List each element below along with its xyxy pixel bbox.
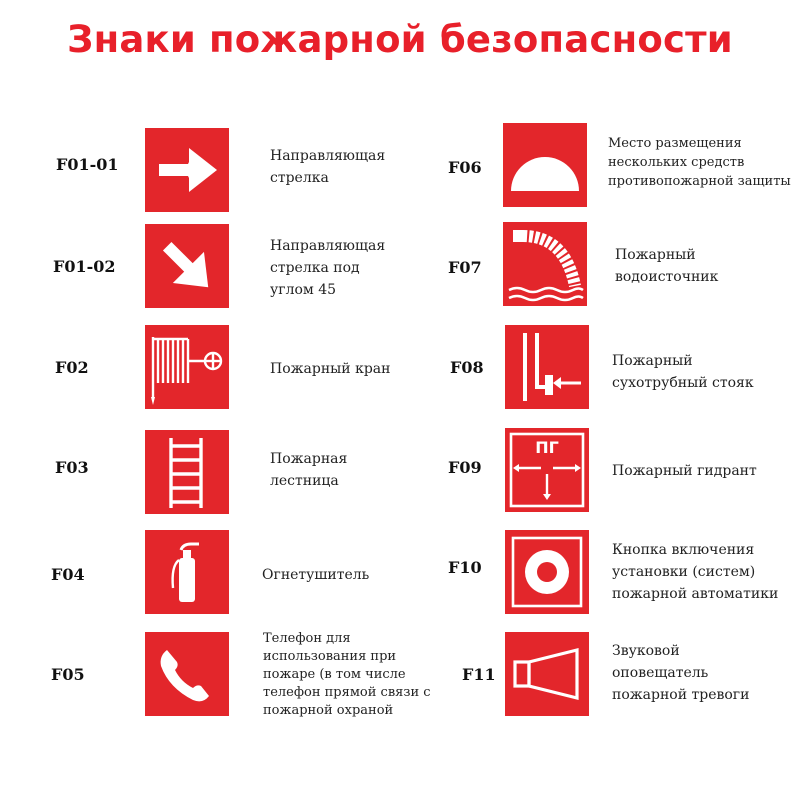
arrow-right-icon: [145, 128, 229, 212]
page-title: Знаки пожарной безопасности: [67, 18, 733, 61]
sign-code-f06: F06: [448, 158, 482, 177]
sign-description-f05: Телефон для использования при пожаре (в том числе телефон прямой связи с пожарной охраной: [263, 631, 431, 718]
siren-horn-icon: [505, 632, 589, 716]
sign-code-f09: F09: [448, 458, 482, 477]
sign-description-f11: Звуковой оповещатель пожарной тревоги: [612, 643, 750, 703]
sign-code-f07: F07: [448, 258, 482, 277]
sign-code-f03: F03: [55, 458, 89, 477]
sign-description-f06: Место размещения нескольких средств противопожарной защиты: [608, 136, 791, 189]
sign-description-f01-01: Направляющая стрелка: [270, 148, 386, 186]
sign-description-f01-02: Направляющая стрелка под углом 45: [270, 238, 386, 298]
sign-description-f10: Кнопка включения установки (систем) пожарной автоматики: [612, 542, 779, 602]
sign-description-f08: Пожарный сухотрубный стояк: [612, 353, 754, 391]
half-circle-icon: [503, 123, 587, 207]
fire-hose-reel-icon: [145, 325, 229, 409]
sign-code-f08: F08: [450, 358, 484, 377]
sign-code-f04: F04: [51, 565, 85, 584]
sign-description-f03: Пожарная лестница: [270, 451, 348, 489]
sign-code-f01-02: F01-02: [53, 257, 116, 276]
fire-ladder-icon: [145, 430, 229, 514]
sign-code-f01-01: F01-01: [56, 155, 119, 174]
sign-description-f04: Огнетушитель: [262, 567, 370, 583]
sign-description-f02: Пожарный кран: [270, 361, 391, 377]
dry-pipe-riser-icon: [505, 325, 589, 409]
activation-button-icon: [505, 530, 589, 614]
water-source-icon: [503, 222, 587, 306]
sign-description-f09: Пожарный гидрант: [612, 463, 757, 479]
sign-code-f05: F05: [51, 665, 85, 684]
sign-description-f07: Пожарный водоисточник: [615, 247, 719, 285]
fire-hydrant-pg-icon: [505, 428, 589, 512]
sign-code-f02: F02: [55, 358, 89, 377]
arrow-down-right-icon: [145, 224, 229, 308]
hydrant-label: ПГ: [535, 438, 559, 457]
telephone-icon: [145, 632, 229, 716]
sign-code-f11: F11: [462, 665, 496, 684]
sign-code-f10: F10: [448, 558, 482, 577]
fire-extinguisher-icon: [145, 530, 229, 614]
